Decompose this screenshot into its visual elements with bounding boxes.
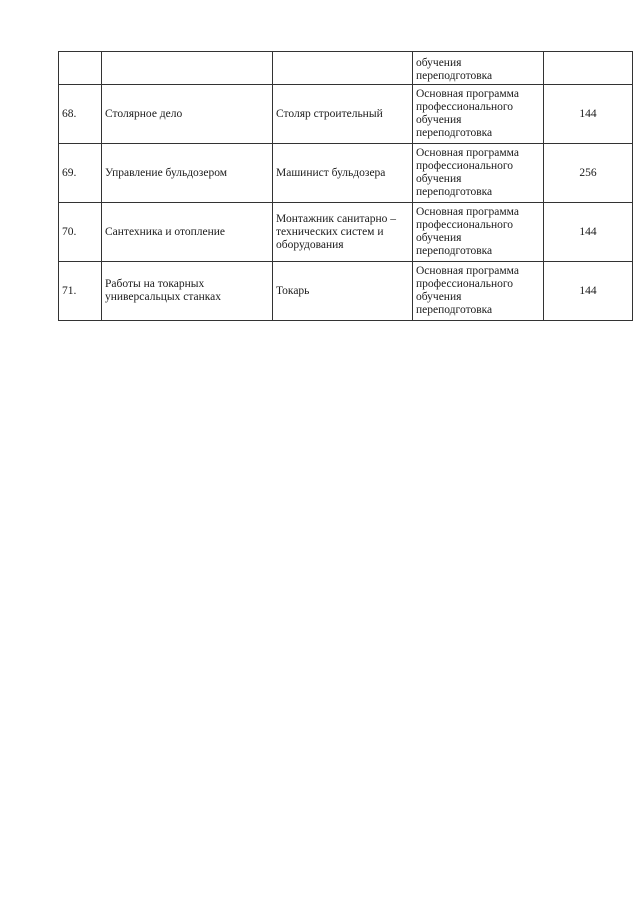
hours-cell: 144 xyxy=(544,262,633,321)
program-type-line: профессионального xyxy=(416,101,514,113)
profession-cell xyxy=(273,262,413,321)
course-name: Сантехника и отопление xyxy=(105,225,226,238)
program-type-cell xyxy=(413,52,544,85)
program-type-line: Основная программа xyxy=(416,206,519,218)
program-type-lines xyxy=(416,147,540,199)
program-type-lines xyxy=(416,88,540,140)
program-type-line: обучения xyxy=(416,232,462,244)
program-type-line: профессионального xyxy=(416,278,514,290)
program-type-line: обучения xyxy=(416,173,462,185)
course-name-cell xyxy=(102,203,273,262)
program-type-lines xyxy=(416,265,540,317)
hours-cell: 144 xyxy=(544,203,633,262)
profession-name: Машинист бульдозера xyxy=(276,166,386,179)
program-type-line: переподготовка xyxy=(416,304,493,316)
program-type-line: переподготовка xyxy=(416,186,493,198)
program-type-cell xyxy=(413,203,544,262)
course-name-cell xyxy=(102,144,273,203)
program-type-line: переподготовка xyxy=(416,70,493,82)
table-row xyxy=(59,262,633,321)
program-type-line: обучения xyxy=(416,291,462,303)
program-type-line: Основная программа xyxy=(416,147,519,159)
row-number-cell xyxy=(59,52,102,85)
course-name: Столярное дело xyxy=(105,107,183,120)
program-type-line: Основная программа xyxy=(416,88,519,100)
program-type-lines xyxy=(416,57,540,83)
table-row xyxy=(59,85,633,144)
profession-cell xyxy=(273,203,413,262)
program-type-line: обучения xyxy=(416,57,462,69)
course-name: Управление бульдозером xyxy=(105,166,227,179)
course-name-cell xyxy=(102,52,273,85)
profession-cell xyxy=(273,85,413,144)
table-row xyxy=(59,144,633,203)
table-row xyxy=(59,203,633,262)
hours-cell: 256 xyxy=(544,144,633,203)
row-number-cell: 70. xyxy=(59,203,102,262)
program-type-lines xyxy=(416,206,540,258)
row-number-cell: 68. xyxy=(59,85,102,144)
program-type-cell xyxy=(413,262,544,321)
hours-cell: 144 xyxy=(544,85,633,144)
program-type-line: Основная программа xyxy=(416,265,519,277)
course-name-cell xyxy=(102,85,273,144)
profession-cell xyxy=(273,52,413,85)
program-type-cell xyxy=(413,144,544,203)
program-type-cell xyxy=(413,85,544,144)
program-type-line: профессионального xyxy=(416,160,514,172)
program-type-line: обучения xyxy=(416,114,462,126)
course-name: Работы на токарных универсальцых станках xyxy=(105,278,222,303)
hours-cell xyxy=(544,52,633,85)
profession-name: Монтажник санитарно – технических систем и оборудования xyxy=(276,212,397,251)
profession-cell xyxy=(273,144,413,203)
program-type-line: переподготовка xyxy=(416,245,493,257)
row-number-cell: 71. xyxy=(59,262,102,321)
profession-name: Столяр строительный xyxy=(276,107,383,120)
training-programs-table xyxy=(58,51,633,321)
profession-name: Токарь xyxy=(276,284,310,297)
program-type-line: профессионального xyxy=(416,219,514,231)
course-name-cell xyxy=(102,262,273,321)
table-row-continuation xyxy=(59,52,633,85)
program-type-line: переподготовка xyxy=(416,127,493,139)
row-number-cell: 69. xyxy=(59,144,102,203)
